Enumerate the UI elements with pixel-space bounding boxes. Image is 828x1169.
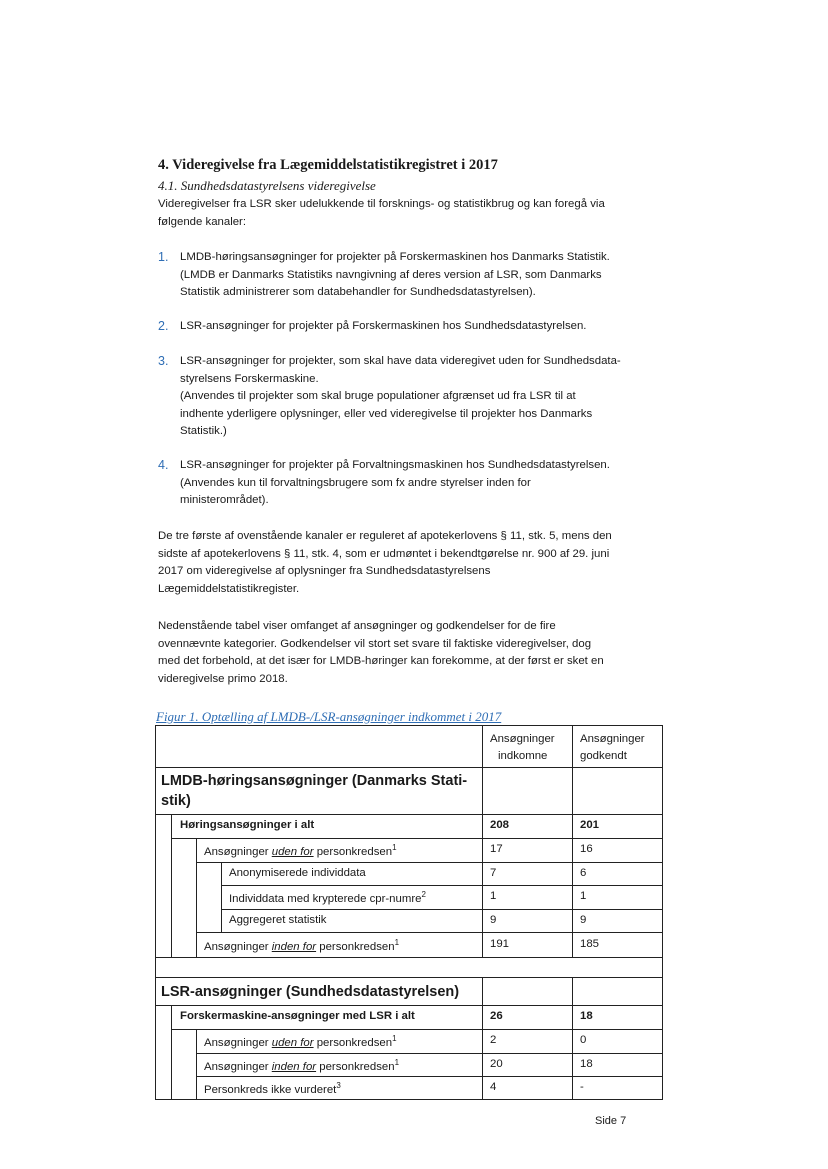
section-title-line: stik) xyxy=(161,793,191,809)
row-label-text: personkredsen xyxy=(316,940,395,953)
table-rule xyxy=(196,1029,197,1100)
cell-approved: 9 xyxy=(580,914,587,926)
table-rule xyxy=(482,725,483,958)
text-line: sidste af apotekerlovens § 11, stk. 4, som er udmøntet i bekendtgørelse nr. 900 af 29. juni xyxy=(158,547,610,560)
cell-incoming: 17 xyxy=(490,843,503,855)
row-label xyxy=(204,1081,341,1096)
table-rule xyxy=(155,814,663,815)
table-rule xyxy=(171,1029,663,1030)
row-label-text: personkredsen xyxy=(313,845,393,858)
row-label-text: personkredsen xyxy=(313,1036,393,1049)
cell-approved: - xyxy=(580,1081,584,1093)
list-number: 4. xyxy=(158,458,169,472)
row-label-emphasis: inden for xyxy=(271,940,317,953)
table-rule xyxy=(196,932,663,933)
text-line: styrelsens Forskermaskine. xyxy=(180,372,319,385)
table-rule xyxy=(155,725,663,726)
header-line: godkendt xyxy=(580,750,627,762)
text-line: videregivelse primo 2018. xyxy=(158,672,288,685)
cell-approved: 16 xyxy=(580,843,593,855)
text-line: LSR-ansøgninger for projekter på Forskermaskinen hos Sundhedsdatastyrelsen. xyxy=(180,320,587,332)
text-line: 2017 om videregivelse af oplysninger fra Sundhedsdatastyrelsens xyxy=(158,565,491,578)
text-line: ministerområdet). xyxy=(180,494,269,507)
column-header-incoming xyxy=(490,731,555,765)
row-label-text: Høringsansøgninger i alt xyxy=(180,819,315,831)
row-label xyxy=(204,843,397,858)
cell-incoming: 1 xyxy=(490,890,497,902)
text-line: LSR-ansøgninger for projekter, som skal have data videregivet uden for Sundhedsdata- xyxy=(180,355,621,367)
cell-incoming: 4 xyxy=(490,1081,497,1093)
table-rule xyxy=(171,838,663,839)
text-line: med det forbehold, at det især for LMDB-høringer kan forekomme, at der først er sket en xyxy=(158,655,604,668)
row-label-text: Ansøgninger xyxy=(204,1036,272,1049)
list-number: 3. xyxy=(158,354,169,368)
section-heading: 4. Videregivelse fra Lægemiddelstatistikregistret i 2017 xyxy=(158,157,498,173)
table-rule xyxy=(196,1053,663,1054)
cell-approved: 201 xyxy=(580,819,600,831)
text-line: Lægemiddelstatistikregister. xyxy=(158,582,300,595)
row-label xyxy=(180,819,314,831)
list-number: 2. xyxy=(158,319,169,333)
table-rule xyxy=(662,725,663,1100)
table-rule xyxy=(155,767,663,768)
cell-approved: 185 xyxy=(580,938,600,950)
header-line: Ansøgninger xyxy=(580,733,645,745)
row-label-text: Ansøgninger xyxy=(204,845,272,858)
text-line: LMDB-høringsansøgninger for projekter på Forskermaskinen hos Danmarks Statistik. xyxy=(180,251,610,263)
table-rule xyxy=(171,1005,172,1100)
column-header-approved xyxy=(580,731,645,765)
footnote-marker: 2 xyxy=(421,890,426,899)
text-line: Statistik.) xyxy=(180,425,227,438)
row-label-text: Aggregeret statistik xyxy=(229,914,327,926)
footnote-marker: 1 xyxy=(394,938,400,947)
row-label xyxy=(180,1010,415,1022)
text-line: Nedenstående tabel viser omfanget af ansøgninger og godkendelser for de fire xyxy=(158,620,556,632)
text-line: Videregivelser fra LSR sker udelukkende til forsknings- og statistikbrug og kan foregå via xyxy=(158,198,605,210)
row-label xyxy=(204,938,399,953)
text-line: LSR-ansøgninger for projekter på Forvaltningsmaskinen hos Sundhedsdatastyrelsen. xyxy=(180,459,610,471)
text-line: indhente yderligere oplysninger, eller ved videregivelse til projekter hos Danmarks xyxy=(180,407,593,420)
section-title-line: LMDB-høringsansøgninger (Danmarks Stati- xyxy=(161,773,468,789)
row-label-emphasis: inden for xyxy=(271,1060,317,1073)
header-line: indkomne xyxy=(498,750,548,762)
text-line: (LMDB er Danmarks Statistiks navngivning af deres version af LSR, som Danmarks xyxy=(180,268,602,281)
table-rule xyxy=(196,862,663,863)
cell-incoming: 208 xyxy=(490,819,510,831)
row-label xyxy=(229,914,327,926)
text-line: følgende kanaler: xyxy=(158,215,247,228)
row-label xyxy=(229,867,366,879)
cell-incoming: 9 xyxy=(490,914,497,926)
footnote-marker: 1 xyxy=(392,1034,397,1043)
row-label-text: Forskermaskine-ansøgninger med LSR i alt xyxy=(180,1010,415,1022)
table-rule xyxy=(196,1076,663,1077)
row-label xyxy=(204,1034,397,1049)
row-label-text: personkredsen xyxy=(316,1060,395,1073)
section-title-lsr: LSR-ansøgninger (Sundhedsdatastyrelsen) xyxy=(161,984,460,1000)
footnote-marker: 1 xyxy=(392,843,397,852)
row-label xyxy=(229,890,426,905)
row-label-emphasis: uden for xyxy=(271,845,314,858)
table-rule xyxy=(572,977,573,1100)
table-rule xyxy=(171,814,172,958)
table-rule xyxy=(155,977,663,978)
row-label-emphasis: uden for xyxy=(271,1036,314,1049)
cell-incoming: 7 xyxy=(490,867,497,879)
cell-approved: 18 xyxy=(580,1010,593,1022)
table-rule xyxy=(155,725,156,1100)
text-line: De tre første af ovenstående kanaler er reguleret af apotekerlovens § 11, stk. 5, mens den xyxy=(158,530,612,542)
text-line: (Anvendes kun til forvaltningsbrugere som fx andre styrelser inden for xyxy=(180,476,531,489)
footnote-marker: 1 xyxy=(394,1058,400,1067)
table-rule xyxy=(572,725,573,958)
cell-approved: 1 xyxy=(580,890,587,902)
cell-incoming: 20 xyxy=(490,1058,503,1070)
row-label-text: Ansøgninger xyxy=(204,940,272,953)
cell-approved: 18 xyxy=(580,1058,593,1070)
row-label-text: Anonymiserede individdata xyxy=(229,867,366,879)
subsection-heading: 4.1. Sundhedsdatastyrelsens videregivelse xyxy=(158,178,376,193)
table-rule xyxy=(155,957,663,958)
cell-incoming: 2 xyxy=(490,1034,497,1046)
cell-incoming: 191 xyxy=(490,938,510,950)
cell-incoming: 26 xyxy=(490,1010,503,1022)
list-number: 1. xyxy=(158,250,169,264)
row-label-text: Personkreds ikke vurderet xyxy=(204,1083,337,1096)
table-rule xyxy=(221,909,663,910)
row-label-text: Individdata med krypterede cpr-numre xyxy=(229,892,422,905)
table-rule xyxy=(155,1099,663,1100)
row-label-text: Ansøgninger xyxy=(204,1060,272,1073)
cell-approved: 6 xyxy=(580,867,587,879)
footnote-marker: 3 xyxy=(336,1081,341,1090)
table-rule xyxy=(155,1005,663,1006)
header-line: Ansøgninger xyxy=(490,733,555,745)
text-line: (Anvendes til projekter som skal bruge populationer afgrænset ud fra LSR til at xyxy=(180,390,576,403)
text-line: Statistik administrerer som databehandler for Sundhedsdatastyrelsen). xyxy=(180,286,536,299)
section-title-lmdb xyxy=(161,771,467,811)
table-rule xyxy=(221,885,663,886)
page-number: Side 7 xyxy=(595,1115,627,1127)
table-rule xyxy=(221,862,222,933)
text-line: ovennævnte kategorier. Godkendelser vil stort set svare til faktiske videregivelser, dog xyxy=(158,637,592,650)
table-rule xyxy=(482,977,483,1100)
cell-approved: 0 xyxy=(580,1034,587,1046)
figure-caption: Figur 1. Optælling af LMDB-/LSR-ansøgninger indkommet i 2017 xyxy=(156,709,502,724)
table-rule xyxy=(196,838,197,958)
row-label xyxy=(204,1058,399,1073)
